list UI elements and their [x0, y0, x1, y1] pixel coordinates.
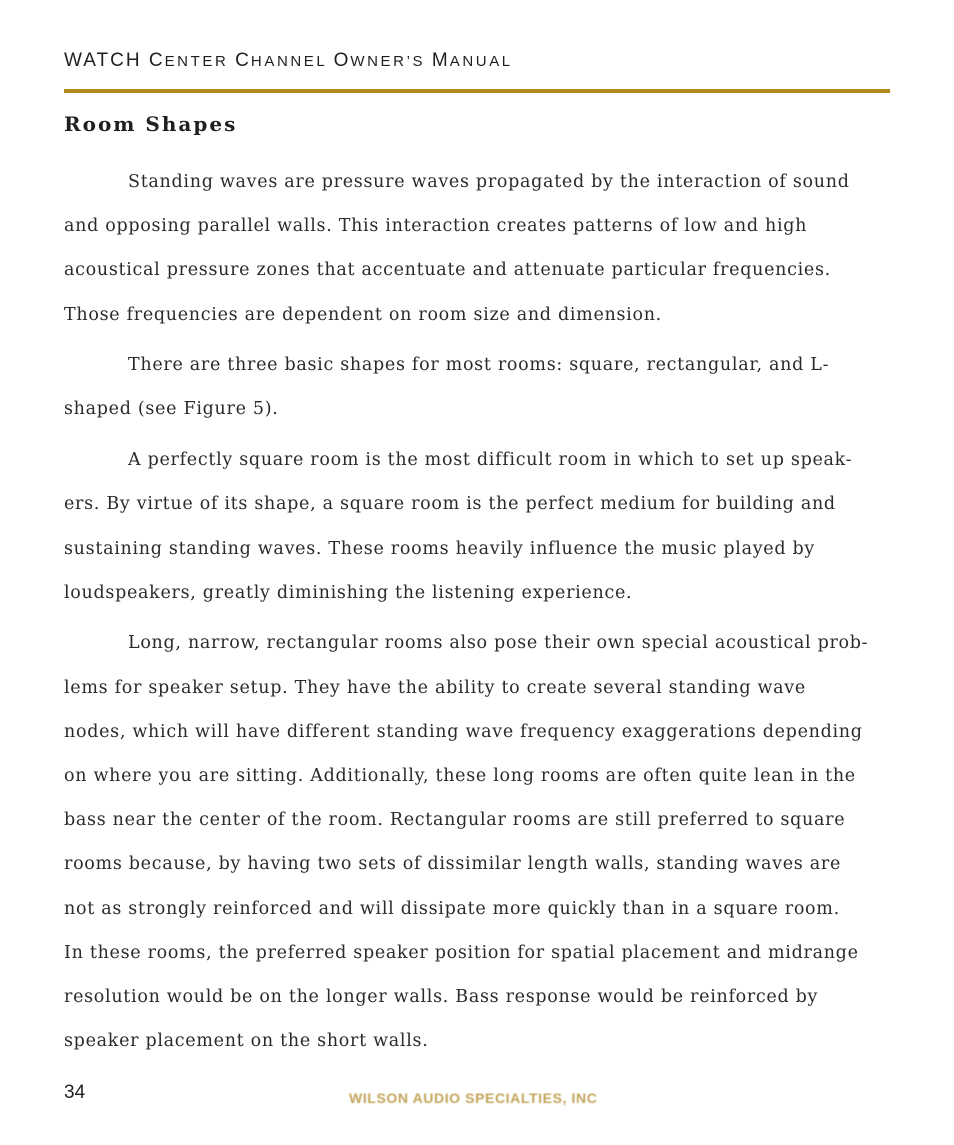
- header-title-segment: O: [333, 50, 351, 71]
- paragraph-line: on where you are sitting. Additionally, these long rooms are often quite lean in the: [64, 765, 856, 786]
- paragraph-line: There are three basic shapes for most rooms: square, rectangular, and L-: [128, 355, 830, 376]
- paragraph-line: bass near the center of the room. Rectangular rooms are still preferred to square: [64, 810, 846, 831]
- paragraph-line: not as strongly reinforced and will dissipate more quickly than in a square room.: [64, 898, 840, 919]
- paragraph-line: and opposing parallel walls. This interaction creates patterns of low and high: [64, 216, 808, 237]
- paragraph: [64, 160, 890, 337]
- header-divider: [64, 89, 890, 93]
- header-title-segment: WNER’S: [350, 53, 432, 70]
- paragraph-line: Standing waves are pressure waves propagated by the interaction of sound: [128, 172, 850, 192]
- body-text: [64, 160, 890, 1070]
- header-title-segment: ANUAL: [449, 53, 513, 70]
- header-title-segment: WATCH: [64, 50, 149, 71]
- paragraph-line: Those frequencies are dependent on room size and dimension.: [64, 304, 662, 325]
- paragraph-line: ers. By virtue of its shape, a square room is the perfect medium for building and: [64, 494, 836, 515]
- paragraph-line: resolution would be on the longer walls. Bass response would be reinforced by: [64, 986, 819, 1007]
- running-header: [64, 50, 513, 72]
- paragraph-line: nodes, which will have different standing wave frequency exaggerations depending: [64, 721, 863, 742]
- paragraph-line: speaker placement on the short walls.: [64, 1031, 429, 1052]
- header-title-segment: HANNEL: [250, 53, 334, 70]
- paragraph-line: sustaining standing waves. These rooms heavily influence the music played by: [64, 538, 815, 559]
- paragraph-line: loudspeakers, greatly diminishing the listening experience.: [64, 582, 633, 603]
- paragraph-line: In these rooms, the preferred speaker position for spatial placement and midrange: [64, 942, 859, 963]
- paragraph-line: A perfectly square room is the most difficult room in which to set up speak-: [128, 450, 853, 471]
- paragraph-line: acoustical pressure zones that accentuate and attenuate particular frequencies.: [64, 260, 831, 281]
- paragraph-line: rooms because, by having two sets of dissimilar length walls, standing waves are: [64, 854, 841, 875]
- paragraph: [64, 343, 890, 431]
- header-title-segment: C: [148, 50, 165, 71]
- paragraph-line: shaped (see Figure 5).: [64, 399, 279, 420]
- section-heading: Room Shapes: [64, 112, 238, 136]
- page-number: 34: [64, 1082, 86, 1103]
- paragraph: [64, 438, 890, 615]
- header-title-segment: ENTER: [164, 53, 236, 70]
- header-title-segment: C: [235, 50, 251, 71]
- footer-brand-logo: WILSON AUDIO SPECIALTIES, INC: [349, 1090, 598, 1106]
- paragraph: [64, 621, 890, 1063]
- paragraph-line: Long, narrow, rectangular rooms also pose their own special acoustical prob-: [128, 633, 869, 654]
- header-title-segment: M: [431, 50, 450, 71]
- paragraph-line: lems for speaker setup. They have the ability to create several standing wave: [64, 677, 806, 698]
